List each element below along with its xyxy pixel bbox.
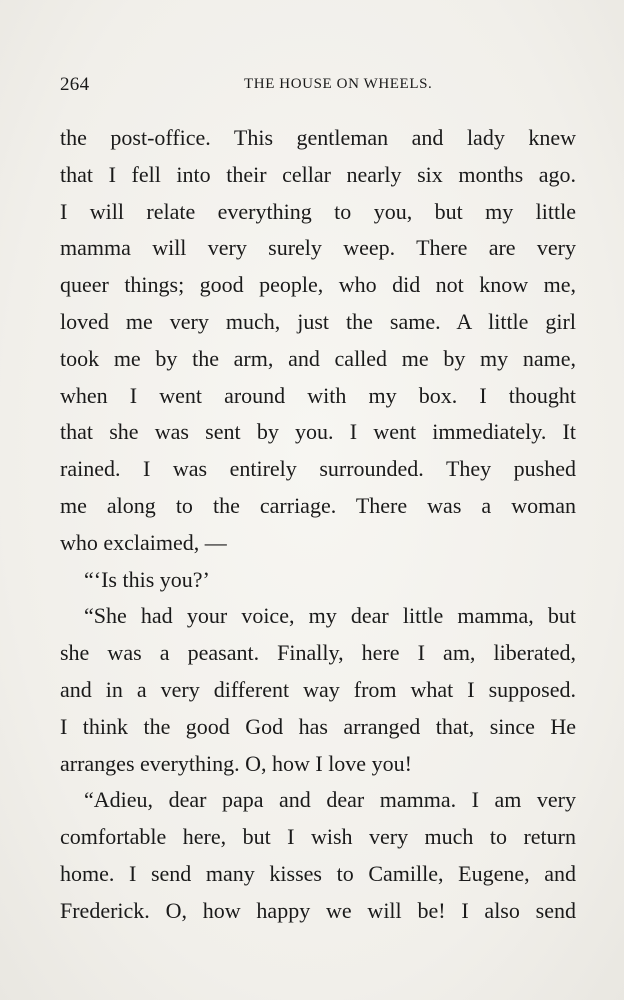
text-line: that I fell into their cellar nearly six months ago. xyxy=(60,161,576,187)
page-number: 264 xyxy=(60,74,90,95)
text-line: “‘Is this you?’ xyxy=(84,566,210,592)
text-line: I will relate everything to you, but my little xyxy=(60,198,576,224)
text-line: comfortable here, but I wish very much to return xyxy=(60,824,576,850)
text-line: queer things; good people, who did not know me, xyxy=(60,272,576,298)
body-text xyxy=(60,120,576,930)
text-line: who exclaimed, — xyxy=(60,529,227,555)
text-line: I think the good God has arranged that, since He xyxy=(60,713,576,739)
text-line: me along to the carriage. There was a woman xyxy=(60,492,576,518)
page-header xyxy=(60,74,580,102)
text-line: “Adieu, dear papa and dear mamma. I am very xyxy=(84,787,576,813)
text-line: home. I send many kisses to Camille, Eugene, and xyxy=(60,860,576,886)
text-line: and in a very different way from what I supposed. xyxy=(60,676,576,702)
text-line: arranges everything. O, how I love you! xyxy=(60,750,412,776)
text-line: Frederick. O, how happy we will be! I also send xyxy=(60,897,576,923)
text-line: loved me very much, just the same. A little girl xyxy=(60,308,576,334)
text-line: “She had your voice, my dear little mamma, but xyxy=(84,603,576,629)
text-line: rained. I was entirely surrounded. They pushed xyxy=(60,456,576,482)
text-line: when I went around with my box. I thought xyxy=(60,382,576,408)
text-line: mamma will very surely weep. There are very xyxy=(60,235,576,261)
text-line: the post-office. This gentleman and lady knew xyxy=(60,125,576,150)
text-line: took me by the arm, and called me by my name, xyxy=(60,345,576,371)
text-line: that she was sent by you. I went immediately. It xyxy=(60,419,576,445)
text-line: she was a peasant. Finally, here I am, liberated, xyxy=(60,640,576,666)
running-head: THE HOUSE ON WHEELS. xyxy=(244,76,433,92)
